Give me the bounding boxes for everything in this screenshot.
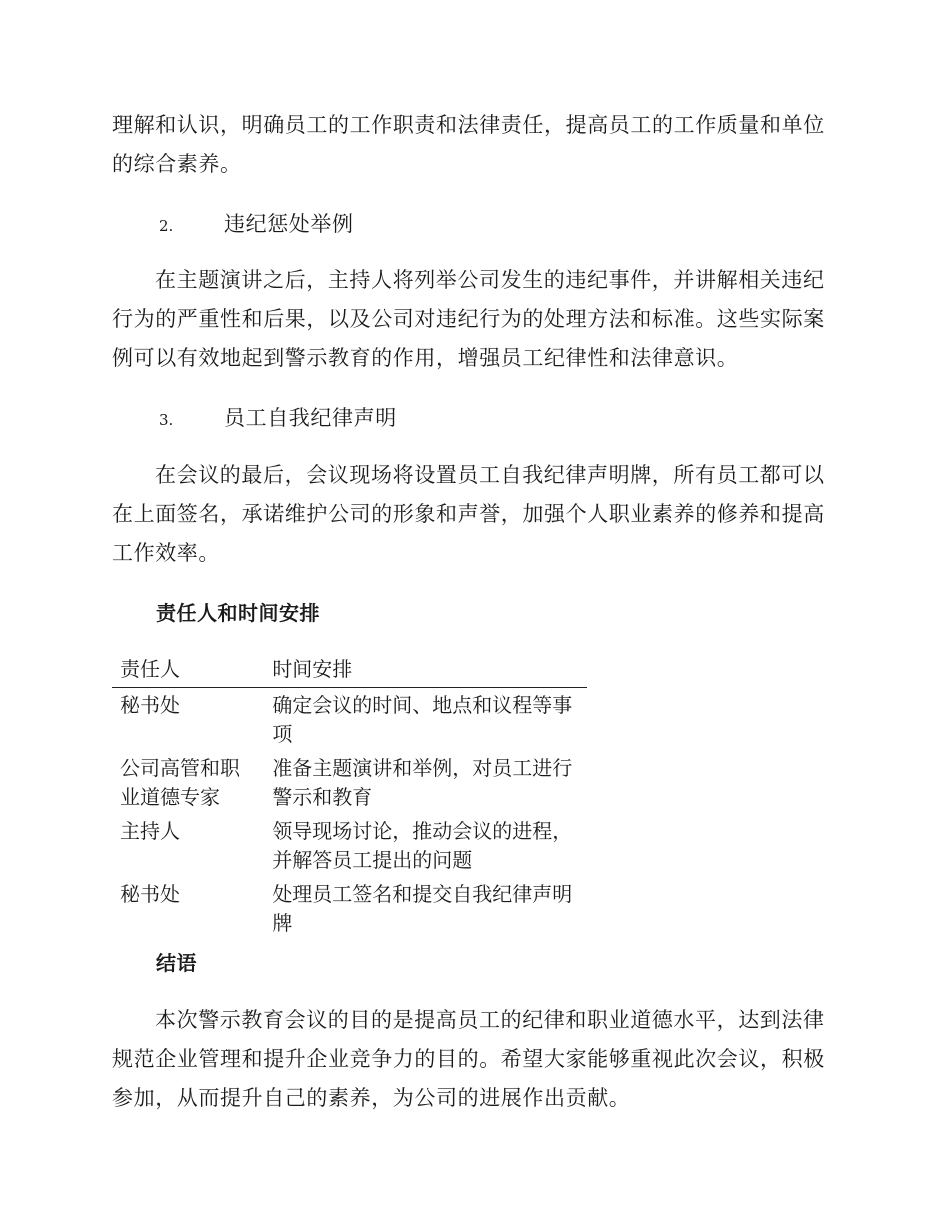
cell-responsible: 秘书处 <box>120 882 180 906</box>
conclusion-heading: 结语 <box>156 951 197 975</box>
column-header-schedule: 时间安排 <box>264 654 587 688</box>
table-row <box>112 814 587 877</box>
intro-tail-paragraph: 理解和认识，明确员工的工作职责和法律责任，提高员工的工作质量和单位的综合素养。 <box>112 113 825 176</box>
column-header-responsible: 责任人 <box>112 654 264 688</box>
cell-responsible: 秘书处 <box>120 693 180 717</box>
statement-paragraph: 在会议的最后，会议现场将设置员工自我纪律声明牌，所有员工都可以在上面签名，承诺维护公司的形象和声誉，加强个人职业素养的修养和提高工作效率。 <box>112 463 825 565</box>
table-row <box>112 751 587 814</box>
list-number: 3. <box>159 411 174 429</box>
cell-schedule: 处理员工签名和提交自我纪律声明牌 <box>272 882 573 935</box>
list-text: 员工自我纪律声明 <box>224 406 397 430</box>
cell-responsible: 主持人 <box>120 819 180 843</box>
table-header-row <box>112 654 587 688</box>
list-number: 2. <box>159 217 174 235</box>
table-row <box>112 688 587 752</box>
cell-schedule: 确定会议的时间、地点和议程等事项 <box>272 693 573 746</box>
document-page <box>112 0 832 1230</box>
schedule-table <box>112 654 587 940</box>
table-row <box>112 877 587 940</box>
cell-schedule: 准备主题演讲和举例，对员工进行警示和教育 <box>272 756 573 809</box>
list-text: 违纪惩处举例 <box>224 212 354 236</box>
cell-responsible: 公司高管和职业道德专家 <box>120 756 240 809</box>
cell-schedule: 领导现场讨论，推动会议的进程，并解答员工提出的问题 <box>272 819 573 872</box>
schedule-heading: 责任人和时间安排 <box>156 601 320 625</box>
conclusion-paragraph: 本次警示教育会议的目的是提高员工的纪律和职业道德水平，达到法律规范企业管理和提升企业竞争力的目的。希望大家能够重视此次会议，积极参加，从而提升自己的素养，为公司的进展作出贡献。 <box>112 1008 825 1110</box>
examples-paragraph: 在主题演讲之后，主持人将列举公司发生的违纪事件，并讲解相关违纪行为的严重性和后果，以及公司对违纪行为的处理方法和标准。这些实际案例可以有效地起到警示教育的作用，增强员工纪律性和法律意识。 <box>112 268 825 370</box>
